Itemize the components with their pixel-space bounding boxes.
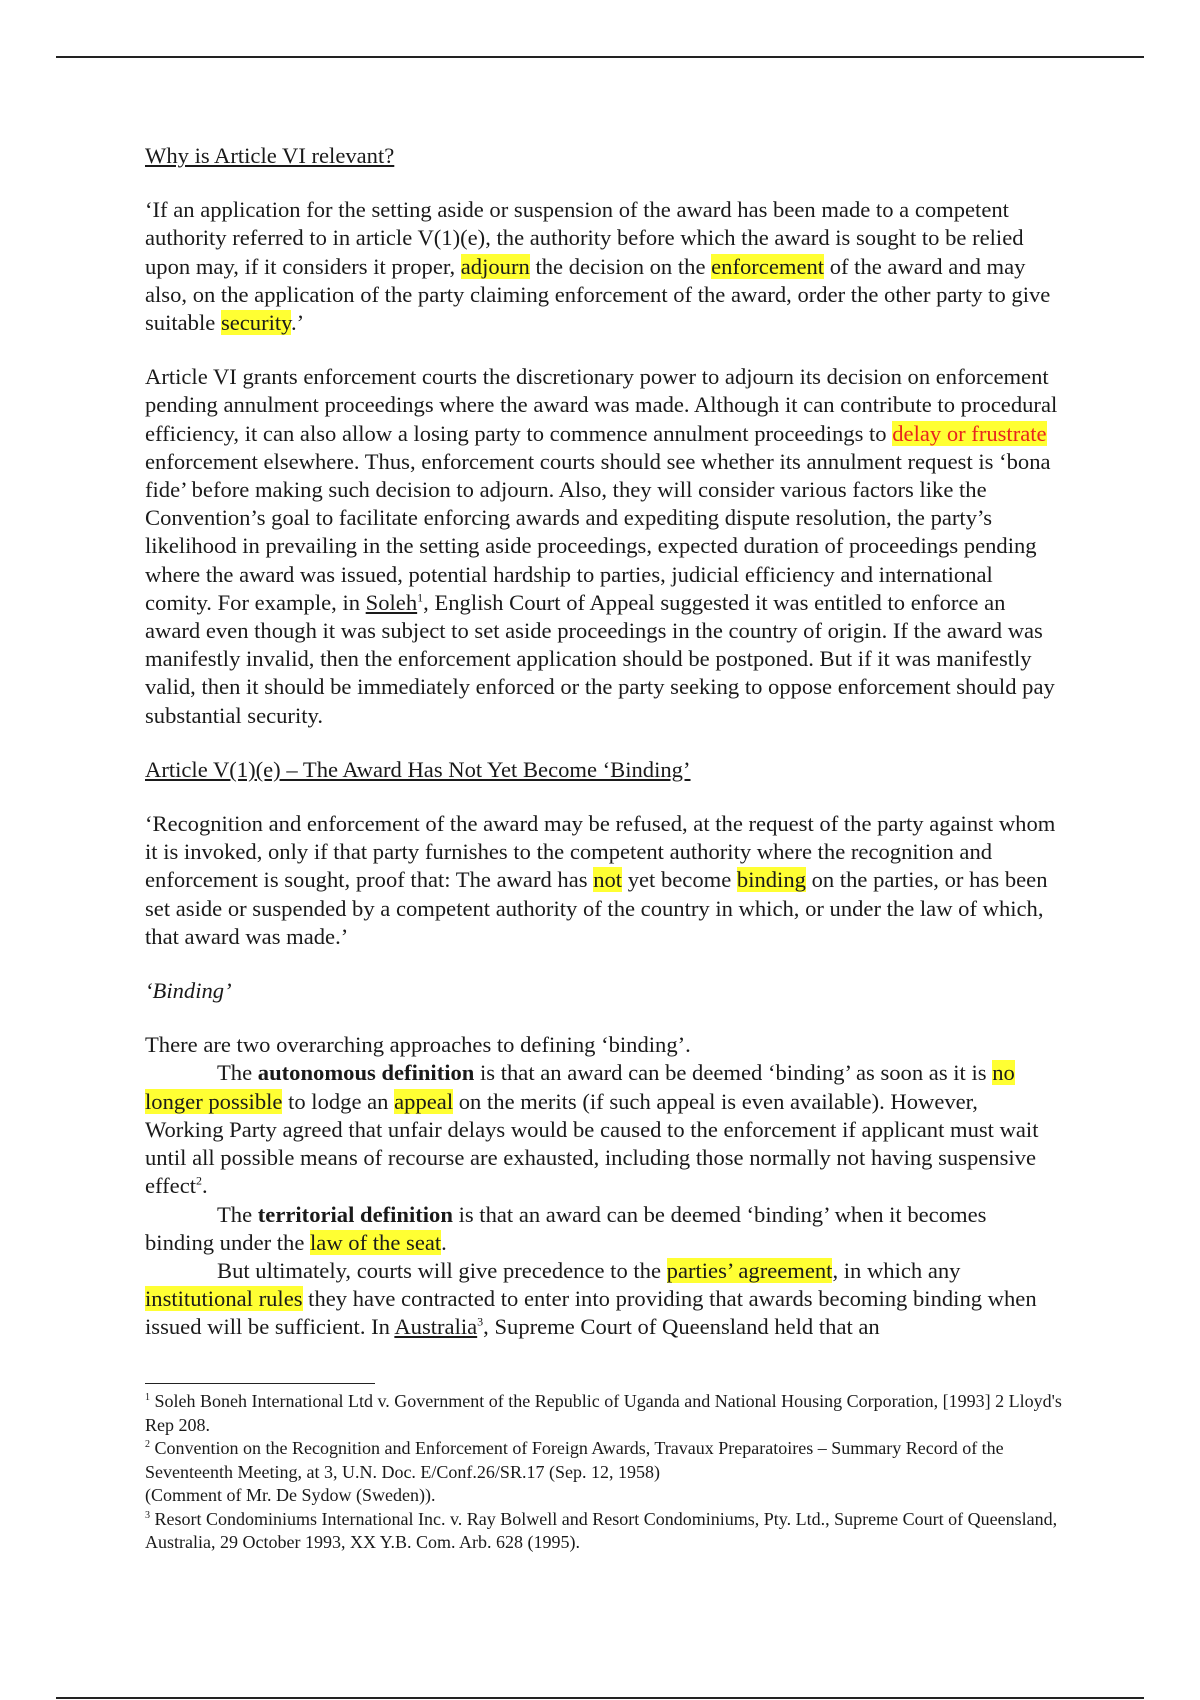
text-run: yet become	[622, 867, 737, 893]
text-run: The	[217, 1060, 258, 1086]
binding-intro: There are two overarching approaches to defining ‘binding’.	[145, 1032, 691, 1058]
case-name-australia: Australia	[394, 1314, 478, 1340]
highlight-parties-agreement: parties’ agreement	[666, 1257, 833, 1283]
text-run: is that an award can be deemed ‘binding’ when it becomes binding under the	[145, 1201, 987, 1255]
case-name-soleh: Soleh	[365, 589, 418, 615]
footer-rule	[56, 1697, 1144, 1699]
text-run: on the merits (if such appeal is even available). However, Working Party agreed that unfair delays would be caused to the enforcement if applicant must wait until all possible means of recourse are exhausted, including those normally not having suspensive effect	[145, 1088, 1039, 1199]
article-vi-quote	[145, 196, 1060, 337]
footnote-text: Soleh Boneh International Ltd v. Government of the Republic of Uganda and National Housing Corporation, [1993] 2 Lloyd's Rep 208.	[145, 1391, 1062, 1435]
highlight-institutional-rules: institutional rules	[145, 1286, 303, 1312]
footnote-number: 2	[145, 1439, 150, 1450]
subheading-binding: ‘Binding’	[145, 978, 232, 1004]
header-rule	[56, 56, 1144, 58]
footnote-ref-3[interactable]: 3	[477, 1314, 484, 1329]
parties-agreement-paragraph	[145, 1257, 1060, 1342]
text-run: on the parties, or has been set aside or suspended by a competent authority of the country in which, or under the law of which, that award was made.’	[145, 867, 1048, 949]
text-run: Article VI grants enforcement courts the discretionary power to adjourn its decision on enforcement pending annulment proceedings where the award was made. Although it can contribute to procedural efficiency, it can also allow a losing party to commence annulment proceedings to	[145, 364, 1058, 446]
footnotes	[145, 1390, 1065, 1555]
highlight-law-of-the-seat: law of the seat	[310, 1229, 442, 1255]
text-run: The	[217, 1201, 258, 1227]
text-run: , Supreme Court of Queensland held that an	[483, 1314, 880, 1340]
autonomous-definition-paragraph	[145, 1059, 1060, 1200]
text-run: , English Court of Appeal suggested it was entitled to enforce an award even though it was subject to set aside proceedings in the country of origin. If the award was manifestly invalid, then the enforcement application should be postponed. But if it was manifestly valid, then it should be immediately enforced or the party seeking to oppose enforcement should pay substantial security.	[145, 589, 1055, 728]
text-run: .	[441, 1229, 447, 1255]
highlight-delay-or-frustrate: delay or frustrate	[892, 420, 1047, 446]
article-vi-explanation	[145, 363, 1060, 730]
section-heading-article-v1e: Article V(1)(e) – The Award Has Not Yet Become ‘Binding’	[145, 756, 691, 782]
footnote-number: 3	[145, 1509, 150, 1521]
term-autonomous-definition: autonomous definition	[257, 1060, 475, 1086]
footnote-text: Resort Condominiums International Inc. v. Ray Bolwell and Resort Condominiums, Pty. Ltd., Supreme Court of Queensland, Australia, 29 October 1993, XX Y.B. Com. Arb. 628 (1995).	[145, 1508, 1058, 1552]
footnote-ref-1[interactable]: 1	[417, 590, 424, 605]
text-run: is that an award can be deemed ‘binding’ as soon as it is	[474, 1060, 993, 1086]
territorial-definition-paragraph	[145, 1201, 1060, 1257]
page-body	[145, 142, 1060, 1342]
highlight-appeal: appeal	[394, 1088, 454, 1114]
text-run: of the award and may also, on the application of the party claiming enforcement of the award, order the other party to give suitable	[145, 253, 1051, 336]
text-run: But ultimately, courts will give precedence to the	[217, 1257, 667, 1283]
text-run: ‘Recognition and enforcement of the award may be refused, at the request of the party against whom it is invoked, only if that party furnishes to the competent authority where the recognition and enforcement is sought, proof that: The award has	[145, 811, 1056, 893]
highlight-adjourn: adjourn	[460, 253, 530, 279]
text-run: .’	[291, 310, 305, 336]
text-run: to lodge an	[282, 1088, 395, 1114]
highlight-enforcement: enforcement	[711, 253, 825, 279]
footnote-2	[145, 1437, 1065, 1508]
footnote-text: (Comment of Mr. De Sydow (Sweden)).	[145, 1485, 436, 1505]
footnote-text: Convention on the Recognition and Enforcement of Foreign Awards, Travaux Preparatoires – Summary Record of the Seventeenth Meeting, at 3, U.N. Doc. E/Conf.26/SR.17 (Sep. 12, 1958)	[145, 1438, 1004, 1482]
article-v1e-quote	[145, 810, 1060, 951]
text-run: enforcement elsewhere. Thus, enforcement courts should see whether its annulment request is ‘bona fide’ before making such decision to adjourn. Also, they will consider various factors like the Convention’s goal to facilitate enforcing awards and expediting dispute resolution, the party’s likelihood in prevailing in the setting aside proceedings, expected duration of proceedings pending where the award was issued, potential hardship to parties, judicial efficiency and international comity. For example, in	[145, 448, 1051, 615]
text-run: .	[202, 1173, 208, 1199]
highlight-security: security	[220, 310, 291, 336]
footnote-ref-2[interactable]: 2	[196, 1173, 203, 1188]
text-run: the decision on the	[529, 253, 712, 279]
term-territorial-definition: territorial definition	[257, 1201, 453, 1227]
highlight-not: not	[593, 867, 623, 893]
footnote-separator	[145, 1383, 375, 1384]
highlight-no-longer-possible: no longer possible	[145, 1060, 1015, 1114]
footnote-number: 1	[145, 1392, 150, 1403]
text-run: ‘If an application for the setting aside or suspension of the award has been made to a competent authority referred to in article V(1)(e), the authority before which the award is sought to be relied upon may, if it considers it proper,	[145, 197, 1024, 279]
footnote-1	[145, 1390, 1065, 1437]
text-run: they have contracted to enter into providing that awards becoming binding when issued will be sufficient. In	[145, 1286, 1037, 1340]
text-run: , in which any	[832, 1257, 961, 1283]
highlight-binding: binding	[736, 867, 806, 893]
section-heading-article-vi: Why is Article VI relevant?	[145, 143, 395, 168]
footnote-3	[145, 1508, 1065, 1555]
